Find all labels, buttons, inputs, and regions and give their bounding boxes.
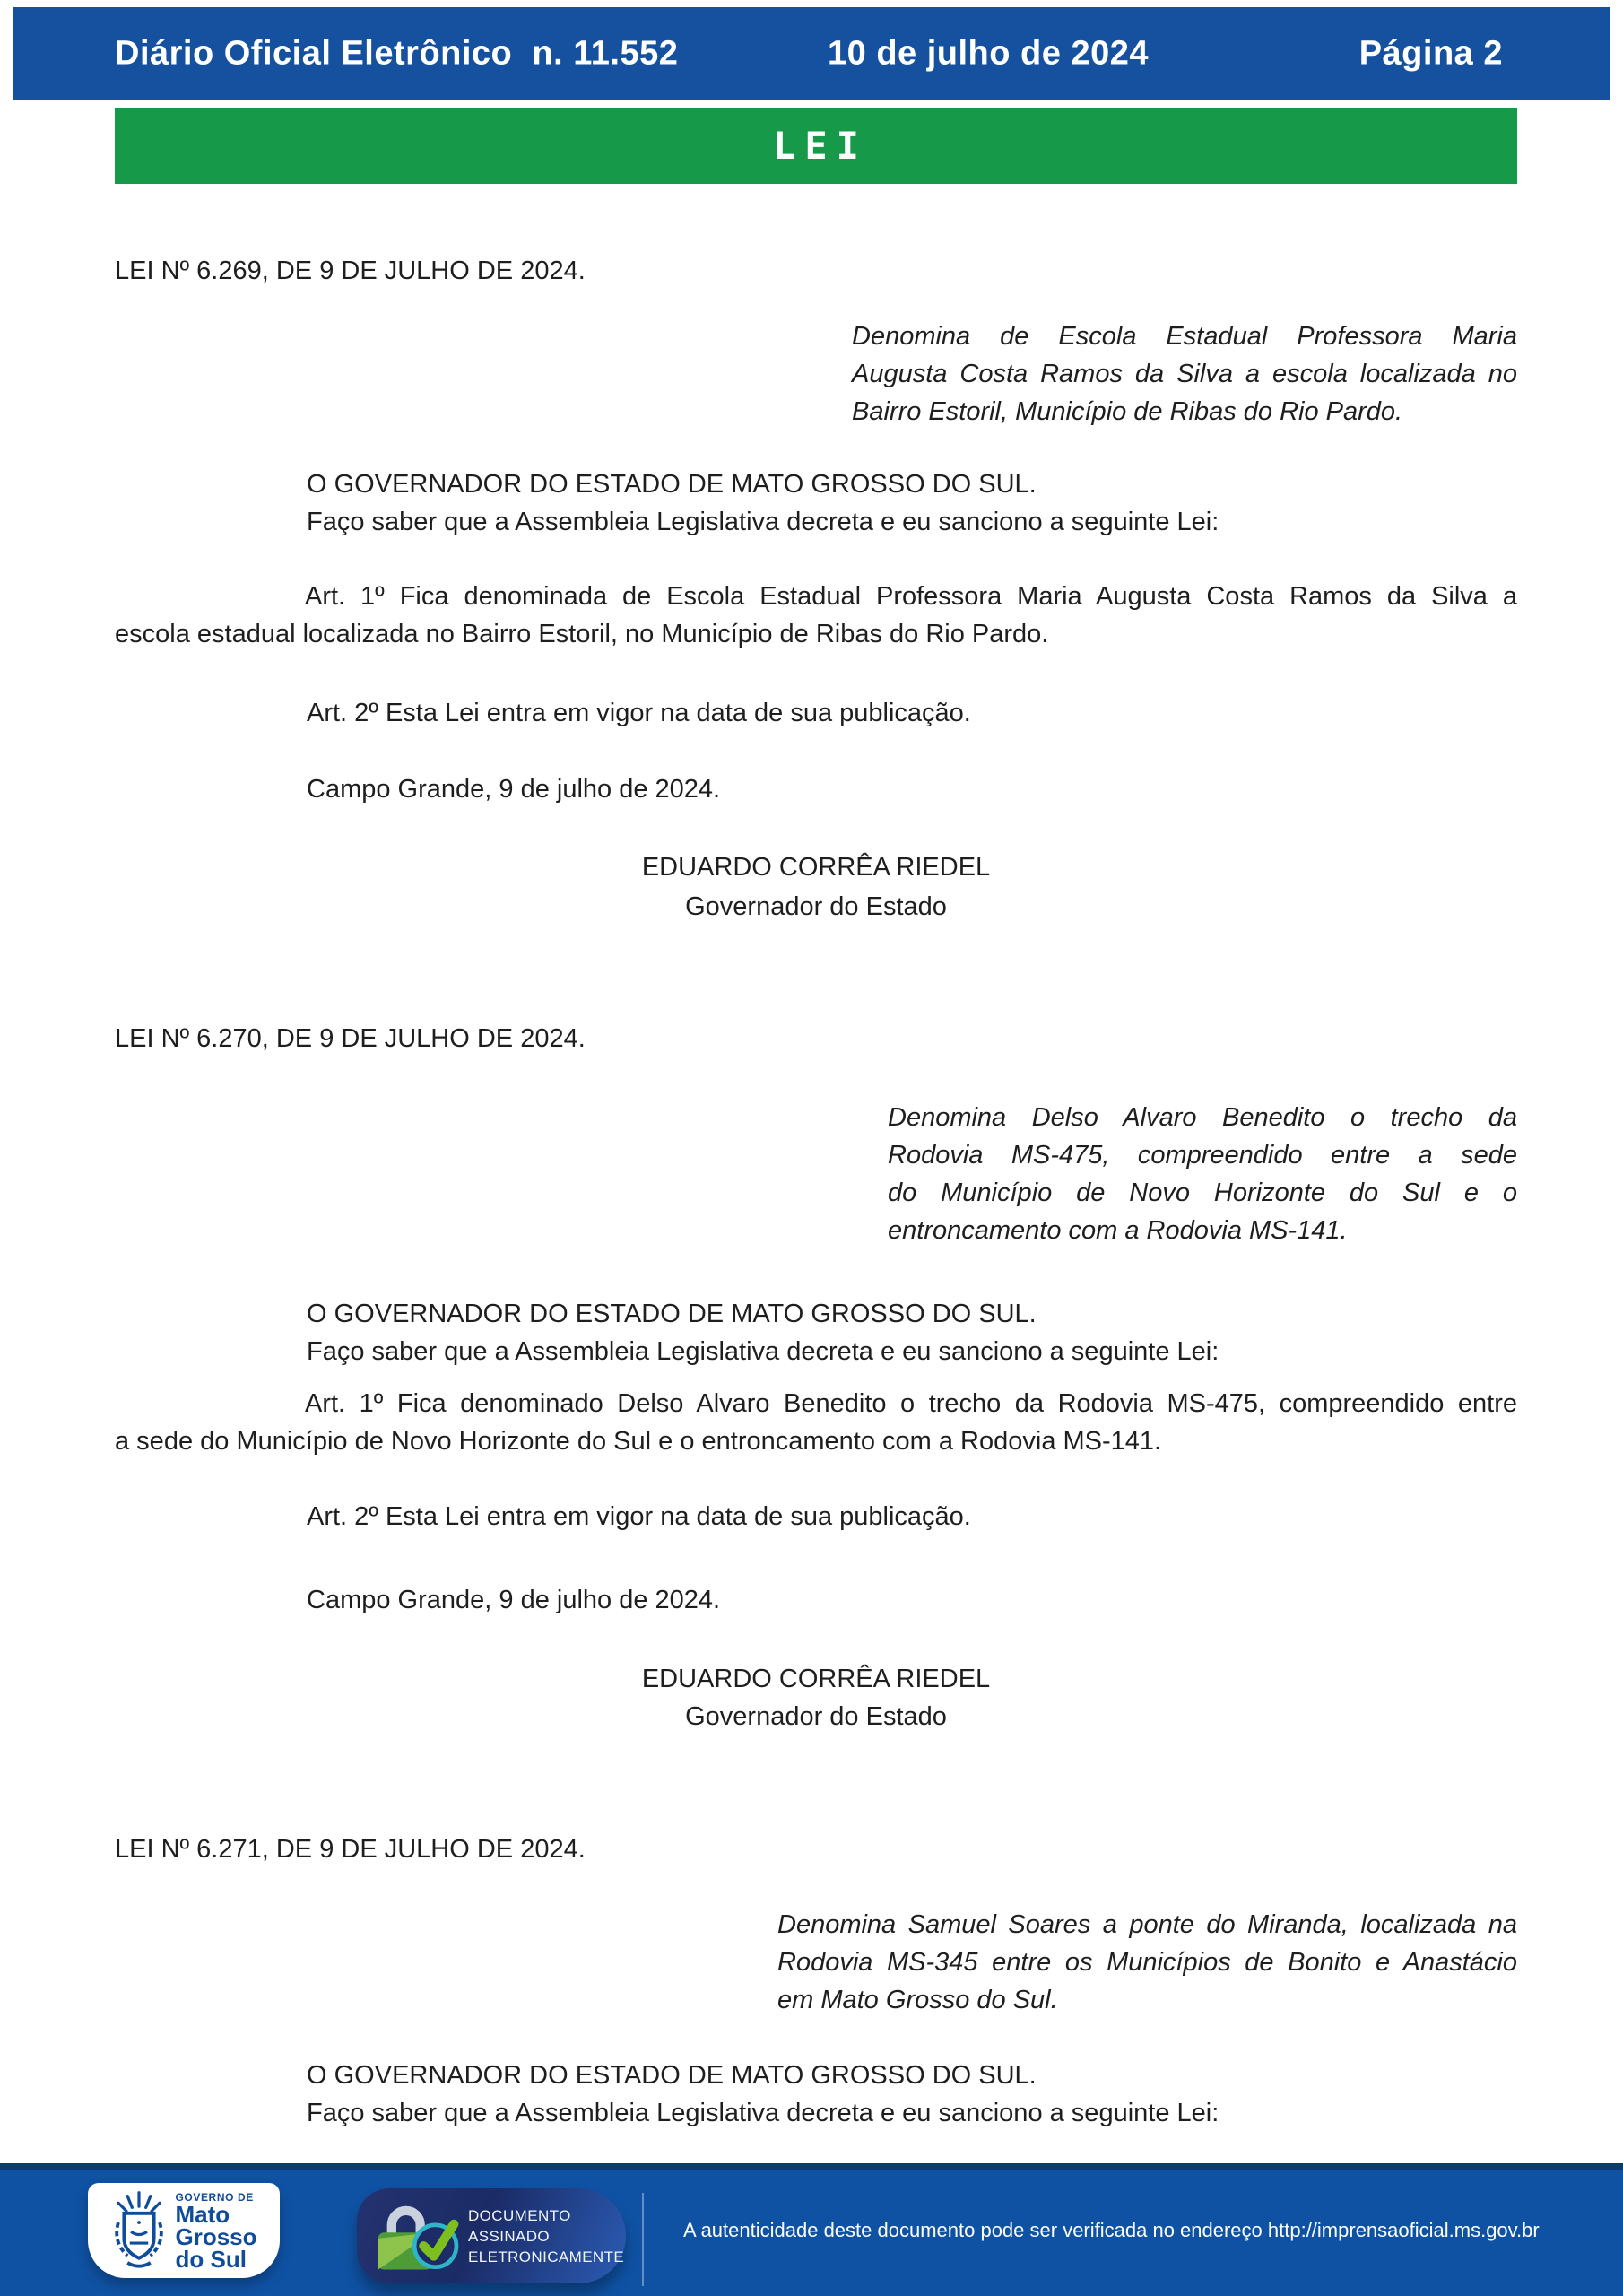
preamble-enacting: Faço saber que a Assembleia Legislativa decreta e eu sanciono a seguinte Lei: [307, 1337, 1219, 1366]
ementa-line: Rodovia MS-345 entre os Municípios de Bonito e Anastácio [777, 1948, 1517, 1977]
government-logo-badge [88, 2183, 280, 2278]
ementa-line: entroncamento com a Rodovia MS-141. [888, 1216, 1348, 1245]
place-date: Campo Grande, 9 de julho de 2024. [307, 1586, 721, 1614]
article-2: Art. 2º Esta Lei entra em vigor na data de sua publicação. [307, 1502, 971, 1531]
preamble-enacting: Faço saber que a Assembleia Legislativa decreta e eu sanciono a seguinte Lei: [307, 508, 1219, 536]
signed-badge-line: ELETRONICAMENTE [468, 2248, 625, 2266]
ms-coat-of-arms-icon [110, 2189, 168, 2272]
law-title: LEI Nº 6.269, DE 9 DE JULHO DE 2024. [115, 257, 586, 285]
signature-role: Governador do Estado [685, 892, 947, 921]
preamble-governor: O GOVERNADOR DO ESTADO DE MATO GROSSO DO SUL. [307, 2061, 1037, 2090]
government-logo-line: do Sul [175, 2245, 247, 2273]
article-1 [115, 578, 1517, 653]
ementa-line: Denomina de Escola Estadual Professora Maria [852, 322, 1517, 351]
article-line: Art. 1º Fica denominado Delso Alvaro Benedito o trecho da Rodovia MS-475, compreendido entre [305, 1389, 1517, 1418]
signed-badge-text [468, 2205, 624, 2267]
signature-name: EDUARDO CORRÊA RIEDEL [641, 853, 991, 882]
section-banner-label: LEI [773, 124, 868, 168]
signature-name: EDUARDO CORRÊA RIEDEL [641, 1665, 991, 1693]
preamble-governor: O GOVERNADOR DO ESTADO DE MATO GROSSO DO SUL. [307, 470, 1037, 499]
ementa-line: Denomina Delso Alvaro Benedito o trecho da [888, 1103, 1517, 1132]
place-date: Campo Grande, 9 de julho de 2024. [307, 775, 721, 804]
law-ementa [888, 1099, 1517, 1249]
page-number: Página 2 [1358, 34, 1503, 73]
article-1 [115, 1385, 1517, 1460]
article-line: a sede do Município de Novo Horizonte do Sul e o entroncamento com a Rodovia MS-141. [115, 1427, 1162, 1456]
signed-badge-line: DOCUMENTO [468, 2206, 571, 2224]
signed-document-badge [357, 2188, 626, 2283]
article-line: escola estadual localizada no Bairro Estoril, no Município de Ribas do Rio Pardo. [115, 620, 1049, 648]
ementa-line: Augusta Costa Ramos da Silva a escola localizada no [852, 360, 1517, 388]
ementa-line: do Município de Novo Horizonte do Sul e o [888, 1178, 1517, 1207]
edition-number: n. 11.552 [532, 34, 679, 73]
law-ementa [777, 1906, 1517, 2019]
article-line: Art. 1º Fica denominada de Escola Estadual Professora Maria Augusta Costa Ramos da Silva a [305, 582, 1517, 611]
signed-badge-line: ASSINADO [468, 2227, 551, 2245]
government-logo-line: Mato [175, 2200, 230, 2228]
ementa-line: Bairro Estoril, Município de Ribas do Rio Pardo. [852, 397, 1403, 426]
law-ementa [852, 317, 1517, 430]
article-2: Art. 2º Esta Lei entra em vigor na data de sua publicação. [307, 699, 971, 727]
authenticity-notice: A autenticidade deste documento pode ser verificada no endereço http://imprensaoficial.ms.gov.br [683, 2219, 1540, 2241]
preamble-enacting: Faço saber que a Assembleia Legislativa decreta e eu sanciono a seguinte Lei: [307, 2099, 1219, 2127]
government-logo-small-label: GOVERNO DE [175, 2190, 254, 2204]
footer-bar [0, 2163, 1623, 2296]
journal-name: Diário Oficial Eletrônico [115, 34, 513, 73]
law-title: LEI Nº 6.271, DE 9 DE JULHO DE 2024. [115, 1835, 586, 1864]
ementa-line: Denomina Samuel Soares a ponte do Miranda, localizada na [777, 1910, 1517, 1939]
footer-separator [642, 2193, 644, 2286]
government-logo-text [175, 2191, 256, 2271]
signature-role: Governador do Estado [685, 1702, 947, 1731]
edition-date: 10 de julho de 2024 [828, 34, 1149, 73]
government-logo-line: Grosso [175, 2222, 257, 2250]
lock-shackle [392, 2211, 421, 2236]
ementa-line: em Mato Grosso do Sul. [777, 1986, 1058, 2014]
ementa-line: Rodovia MS-475, compreendido entre a sede [888, 1141, 1517, 1170]
lock-check-icon [369, 2196, 463, 2276]
law-title: LEI Nº 6.270, DE 9 DE JULHO DE 2024. [115, 1024, 586, 1053]
preamble-governor: O GOVERNADOR DO ESTADO DE MATO GROSSO DO SUL. [307, 1300, 1037, 1328]
